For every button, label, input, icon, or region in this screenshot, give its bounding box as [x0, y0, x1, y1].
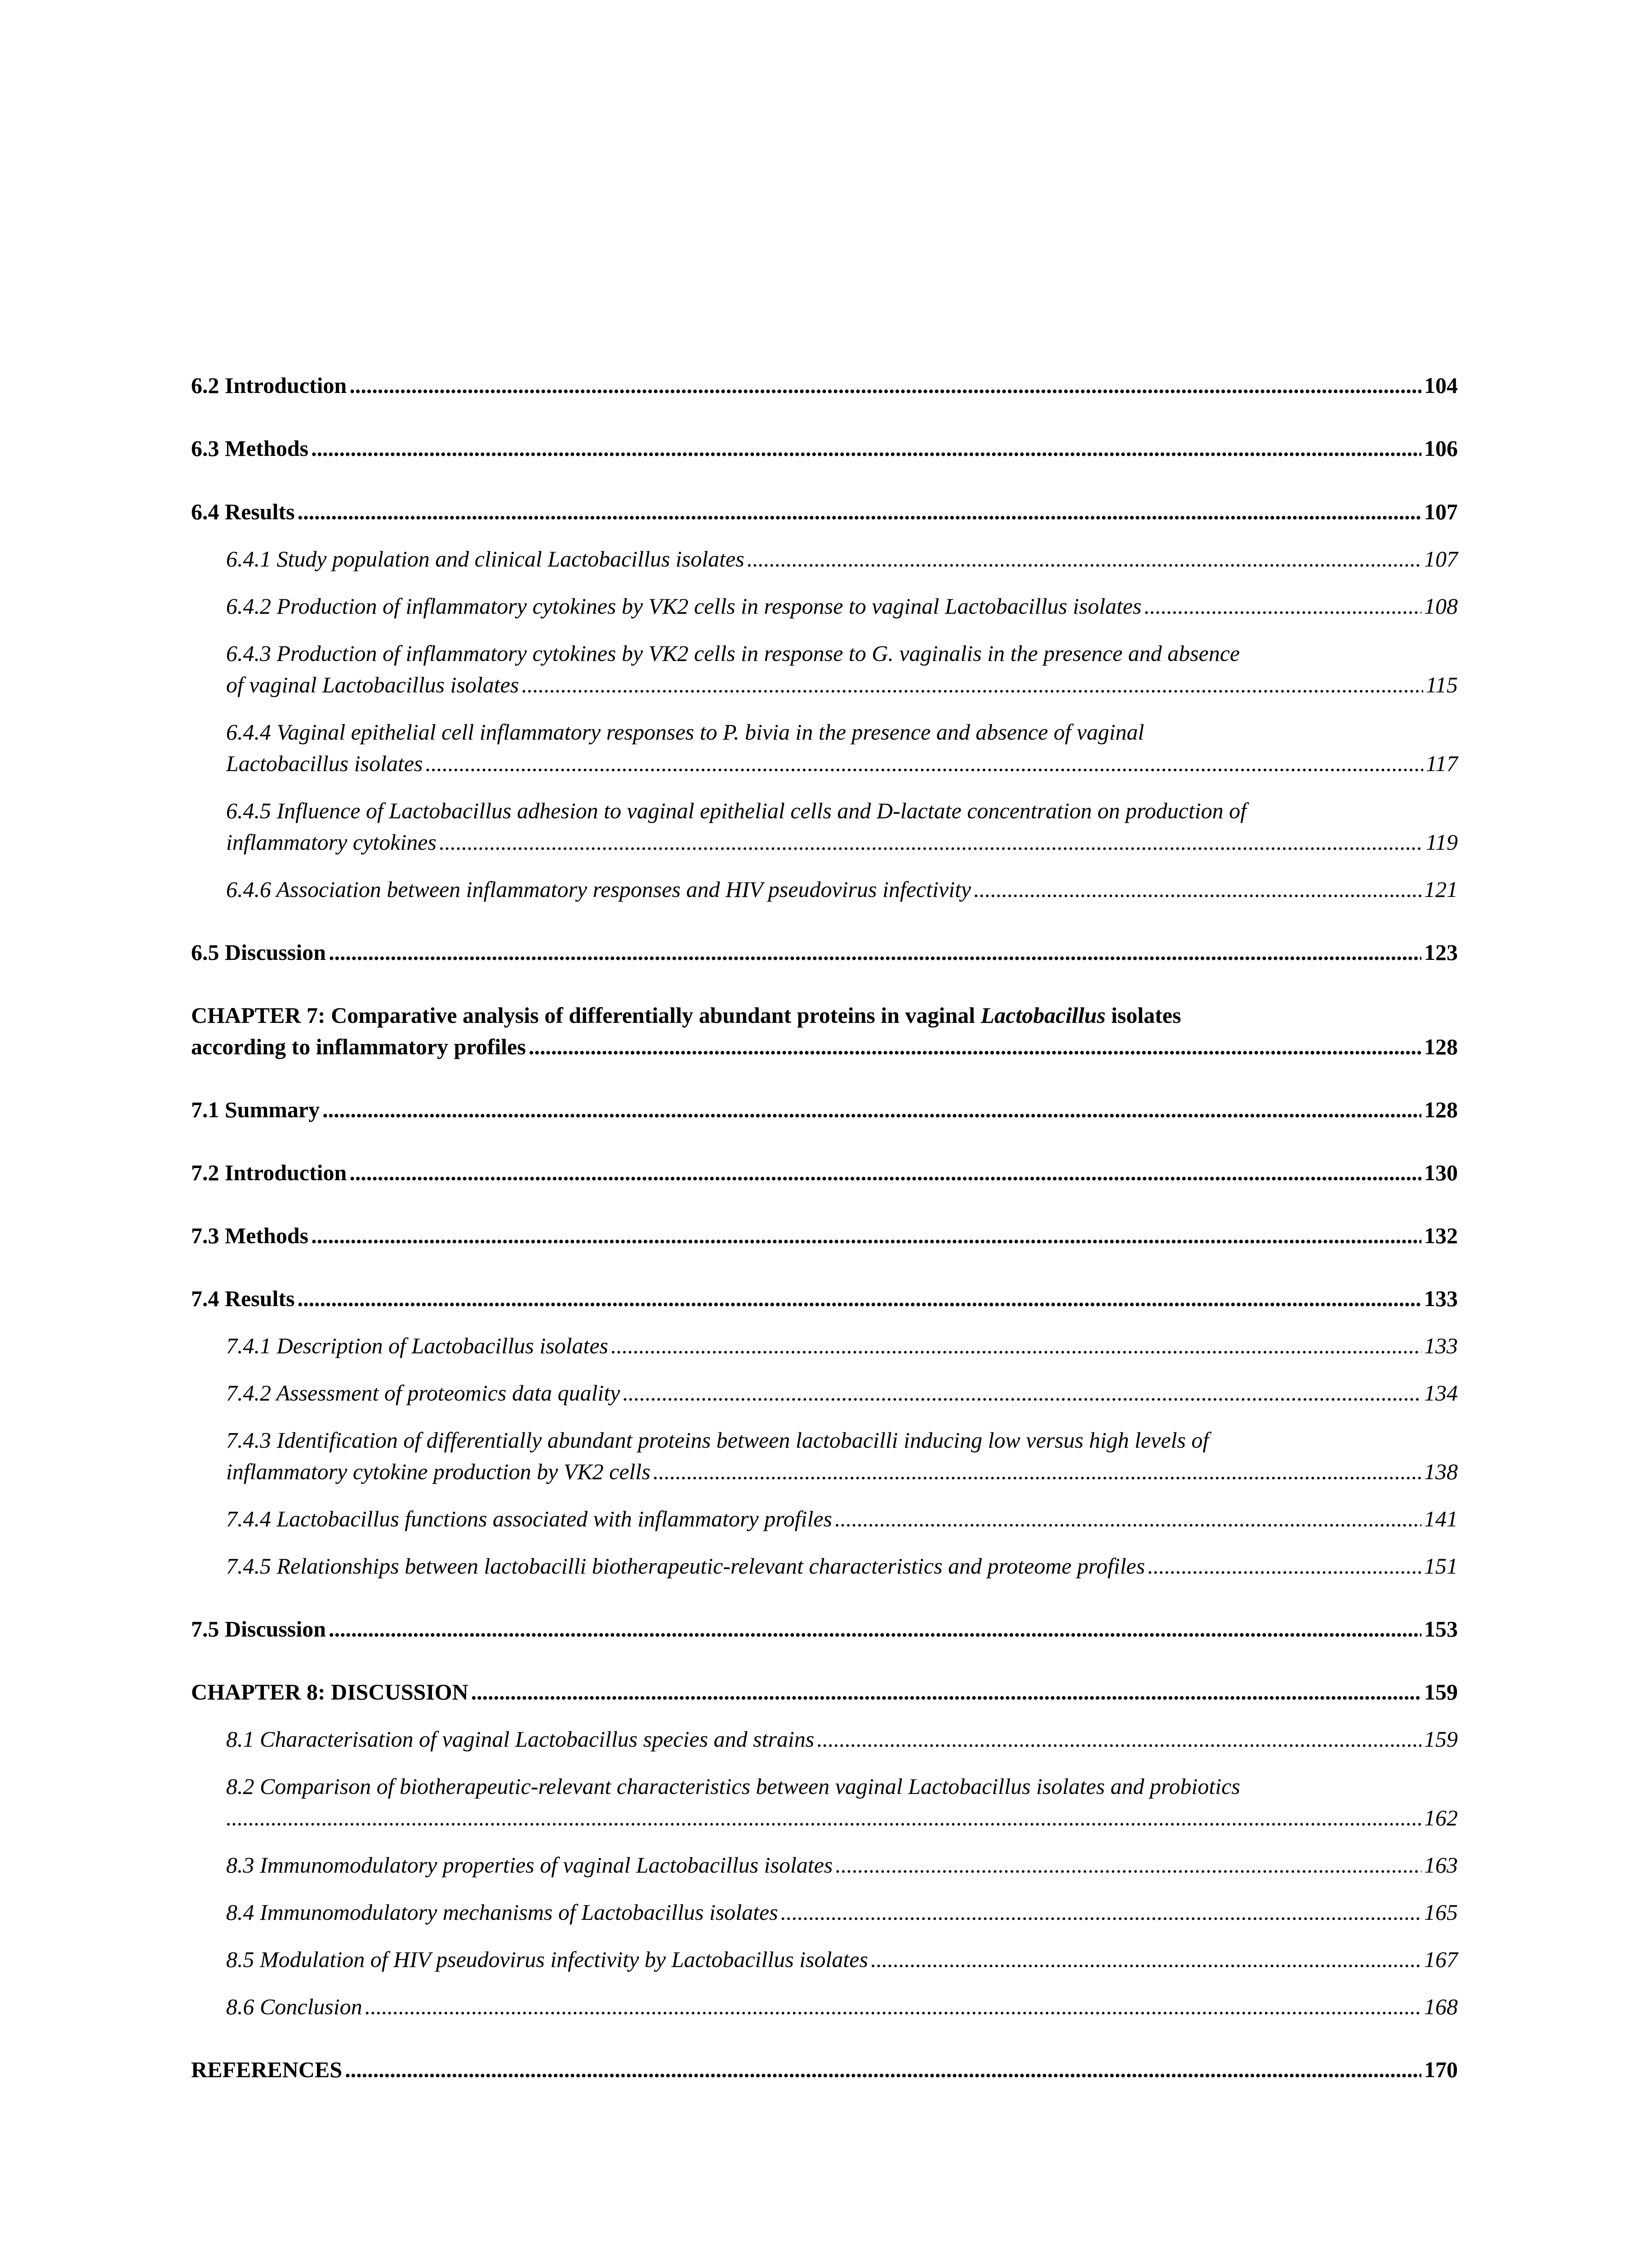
toc-leader-dots — [365, 1991, 1421, 2022]
toc-leader-dots — [329, 937, 1421, 968]
toc-entry-title: 6.2 Introduction — [191, 373, 347, 398]
toc-page-number: 170 — [1424, 2057, 1458, 2082]
toc-entry-title-line1: 6.4.5 Influence of Lactobacillus adhesion to vaginal epithelial cells and D-lactate concentration on production of — [226, 798, 1247, 823]
toc-entry-7-5-discussion[interactable] — [191, 1613, 1458, 1645]
toc-entry-7-4-results[interactable] — [191, 1283, 1458, 1314]
toc-entry-title-line1: 6.4.4 Vaginal epithelial cell inflammatory responses to P. bivia in the presence and absence of vaginal — [226, 719, 1144, 745]
toc-leader-dots — [611, 1330, 1421, 1361]
toc-leader-dots — [781, 1896, 1421, 1928]
toc-leader-dots — [349, 1157, 1421, 1188]
toc-entry-6-4-results[interactable] — [191, 496, 1458, 527]
toc-entry-title: CHAPTER 8: DISCUSSION — [191, 1679, 468, 1704]
toc-leader-dots — [426, 748, 1423, 779]
toc-leader-dots — [439, 826, 1423, 858]
toc-entry-6-4-4[interactable] — [226, 716, 1458, 779]
toc-entry-title: 7.4.5 Relationships between lactobacilli biotherapeutic-relevant characteristics and proteome profiles — [226, 1553, 1145, 1579]
toc-entry-8-6[interactable] — [226, 1991, 1458, 2022]
toc-page-number: 138 — [1424, 1459, 1458, 1484]
toc-leader-dots — [747, 543, 1421, 575]
toc-entry-7-4-2[interactable] — [226, 1377, 1458, 1409]
toc-entry-title: 7.2 Introduction — [191, 1160, 347, 1185]
toc-leader-dots — [529, 1031, 1421, 1062]
toc-entry-8-3[interactable] — [226, 1849, 1458, 1881]
toc-entry-title: 6.4 Results — [191, 499, 295, 524]
toc-leader-dots — [653, 1456, 1421, 1487]
toc-page-number: 128 — [1424, 1034, 1458, 1059]
toc-entry-title: 7.4 Results — [191, 1286, 295, 1311]
chapter-title-part: CHAPTER 7: Comparative analysis of differentially abundant proteins in vaginal — [191, 1003, 981, 1028]
toc-entry-title: 7.4.2 Assessment of proteomics data quality — [226, 1380, 620, 1405]
toc-page-number: 130 — [1424, 1160, 1458, 1185]
toc-entry-title: 6.4.6 Association between inflammatory responses and HIV pseudovirus infectivity — [226, 877, 971, 902]
toc-leader-dots — [349, 370, 1421, 401]
toc-page-number: 132 — [1424, 1223, 1458, 1248]
toc-page-number: 119 — [1425, 830, 1458, 855]
toc-entry-title-line1 — [191, 999, 1458, 1031]
toc-leader-dots — [835, 1503, 1421, 1534]
toc-entry-8-5[interactable] — [226, 1944, 1458, 1975]
toc-page-number: 168 — [1424, 1994, 1458, 2019]
toc-entry-title: 8.4 Immunomodulatory mechanisms of Lactobacillus isolates — [226, 1900, 778, 1925]
toc-page-number: 162 — [1424, 1805, 1458, 1830]
toc-entry-references[interactable] — [191, 2054, 1458, 2085]
toc-entry-6-4-3[interactable] — [226, 638, 1458, 700]
toc-page-number: 151 — [1424, 1553, 1458, 1579]
toc-entry-title-line2: inflammatory cytokine production by VK2 cells — [226, 1459, 650, 1484]
toc-page-number: 159 — [1424, 1679, 1458, 1704]
toc-entry-6-4-5[interactable] — [226, 795, 1458, 858]
toc-entry-7-2-introduction[interactable] — [191, 1157, 1458, 1188]
toc-entry-title-line2: according to inflammatory profiles — [191, 1034, 526, 1059]
toc-entry-title-line1: 8.2 Comparison of biotherapeutic-relevant characteristics between vaginal Lactobacillus isolates and probiotics — [226, 1774, 1240, 1799]
toc-entry-6-5-discussion[interactable] — [191, 937, 1458, 968]
toc-entry-title-line2: of vaginal Lactobacillus isolates — [226, 672, 519, 697]
toc-leader-dots — [871, 1944, 1421, 1975]
toc-leader-dots — [1148, 1550, 1421, 1582]
toc-leader-dots — [311, 433, 1421, 464]
toc-entry-title: 8.6 Conclusion — [226, 1994, 362, 2019]
toc-entry-title: 6.5 Discussion — [191, 940, 326, 965]
toc-entry-title-line1: 7.4.3 Identification of differentially abundant proteins between lactobacilli inducing low versus high levels of — [226, 1427, 1209, 1453]
toc-entry-title: 6.3 Methods — [191, 436, 309, 461]
toc-page-number: 106 — [1424, 436, 1458, 461]
toc-page-number: 165 — [1424, 1900, 1458, 1925]
toc-entry-title: 7.1 Summary — [191, 1097, 320, 1122]
toc-entry-7-4-3[interactable] — [226, 1424, 1458, 1487]
toc-page-number: 108 — [1424, 593, 1458, 619]
toc-entry-7-4-4[interactable] — [226, 1503, 1458, 1534]
toc-page-number: 107 — [1424, 499, 1458, 524]
toc-entry-title: 8.3 Immunomodulatory properties of vaginal Lactobacillus isolates — [226, 1852, 833, 1878]
toc-page-number: 133 — [1424, 1333, 1458, 1358]
toc-entry-8-4[interactable] — [226, 1896, 1458, 1928]
toc-entry-title: 7.4.4 Lactobacillus functions associated with inflammatory profiles — [226, 1506, 833, 1531]
toc-entry-6-4-1[interactable] — [226, 543, 1458, 575]
toc-page-number: 134 — [1424, 1380, 1458, 1405]
toc-leader-dots — [1144, 590, 1421, 622]
toc-entry-title: 6.4.1 Study population and clinical Lactobacillus isolates — [226, 546, 744, 571]
chapter-title-genus: Lactobacillus — [980, 1003, 1106, 1028]
toc-leader-dots — [974, 874, 1421, 905]
toc-entry-7-4-5[interactable] — [226, 1550, 1458, 1582]
toc-entry-7-3-methods[interactable] — [191, 1220, 1458, 1251]
toc-leader-dots — [345, 2054, 1421, 2085]
chapter-title-part: isolates — [1105, 1003, 1181, 1028]
toc-entry-6-3-methods[interactable] — [191, 433, 1458, 464]
toc-page-number: 133 — [1424, 1286, 1458, 1311]
toc-entry-chapter-8[interactable] — [191, 1676, 1458, 1708]
toc-entry-6-4-6[interactable] — [226, 874, 1458, 905]
toc-entry-title: 8.1 Characterisation of vaginal Lactobacillus species and strains — [226, 1726, 815, 1752]
toc-page-number: 121 — [1424, 877, 1458, 902]
toc-entry-title: 8.5 Modulation of HIV pseudovirus infectivity by Lactobacillus isolates — [226, 1947, 868, 1972]
toc-leader-dots — [298, 496, 1421, 527]
toc-entry-6-4-2[interactable] — [226, 590, 1458, 622]
toc-entry-8-2[interactable] — [226, 1771, 1458, 1833]
toc-leader-dots — [311, 1220, 1421, 1251]
toc-page-number: 104 — [1424, 373, 1458, 398]
toc-leader-dots — [329, 1613, 1421, 1645]
toc-page-number: 115 — [1425, 672, 1458, 697]
toc-entry-title: 6.4.2 Production of inflammatory cytokines by VK2 cells in response to vaginal Lactobacillus isolates — [226, 593, 1142, 619]
toc-page-number: 163 — [1424, 1852, 1458, 1878]
toc-entry-7-1-summary[interactable] — [191, 1094, 1458, 1125]
toc-leader-dots — [835, 1849, 1421, 1881]
toc-entry-6-2-introduction[interactable] — [191, 370, 1458, 401]
toc-leader-dots — [817, 1723, 1421, 1755]
toc-page-number: 117 — [1425, 751, 1458, 776]
toc-page-number: 141 — [1424, 1506, 1458, 1531]
toc-leader-dots — [298, 1283, 1421, 1314]
toc-entry-8-1[interactable] — [226, 1723, 1458, 1755]
toc-page-number: 153 — [1424, 1616, 1458, 1641]
toc-leader-dots — [226, 1802, 1421, 1833]
toc-entry-title-line1: 6.4.3 Production of inflammatory cytokines by VK2 cells in response to G. vaginalis in the presence and absence — [226, 641, 1240, 666]
toc-entry-title: 7.5 Discussion — [191, 1616, 326, 1641]
toc-entry-title-line2: Lactobacillus isolates — [226, 751, 423, 776]
toc-entry-title-line2: inflammatory cytokines — [226, 830, 436, 855]
toc-entry-7-4-1[interactable] — [226, 1330, 1458, 1361]
toc-leader-dots — [623, 1377, 1421, 1409]
toc-page-number: 128 — [1424, 1097, 1458, 1122]
toc-entry-title: 7.3 Methods — [191, 1223, 309, 1248]
toc-entry-title: 7.4.1 Description of Lactobacillus isolates — [226, 1333, 608, 1358]
toc-leader-dots — [521, 669, 1423, 700]
toc-page-number: 123 — [1424, 940, 1458, 965]
toc-leader-dots — [471, 1676, 1421, 1708]
toc-leader-dots — [322, 1094, 1421, 1125]
toc-page-number: 107 — [1424, 546, 1458, 571]
toc-page-number: 167 — [1424, 1947, 1458, 1972]
toc-page-number: 159 — [1424, 1726, 1458, 1752]
toc-entry-title: REFERENCES — [191, 2057, 343, 2082]
toc-entry-chapter-7[interactable] — [191, 999, 1458, 1062]
